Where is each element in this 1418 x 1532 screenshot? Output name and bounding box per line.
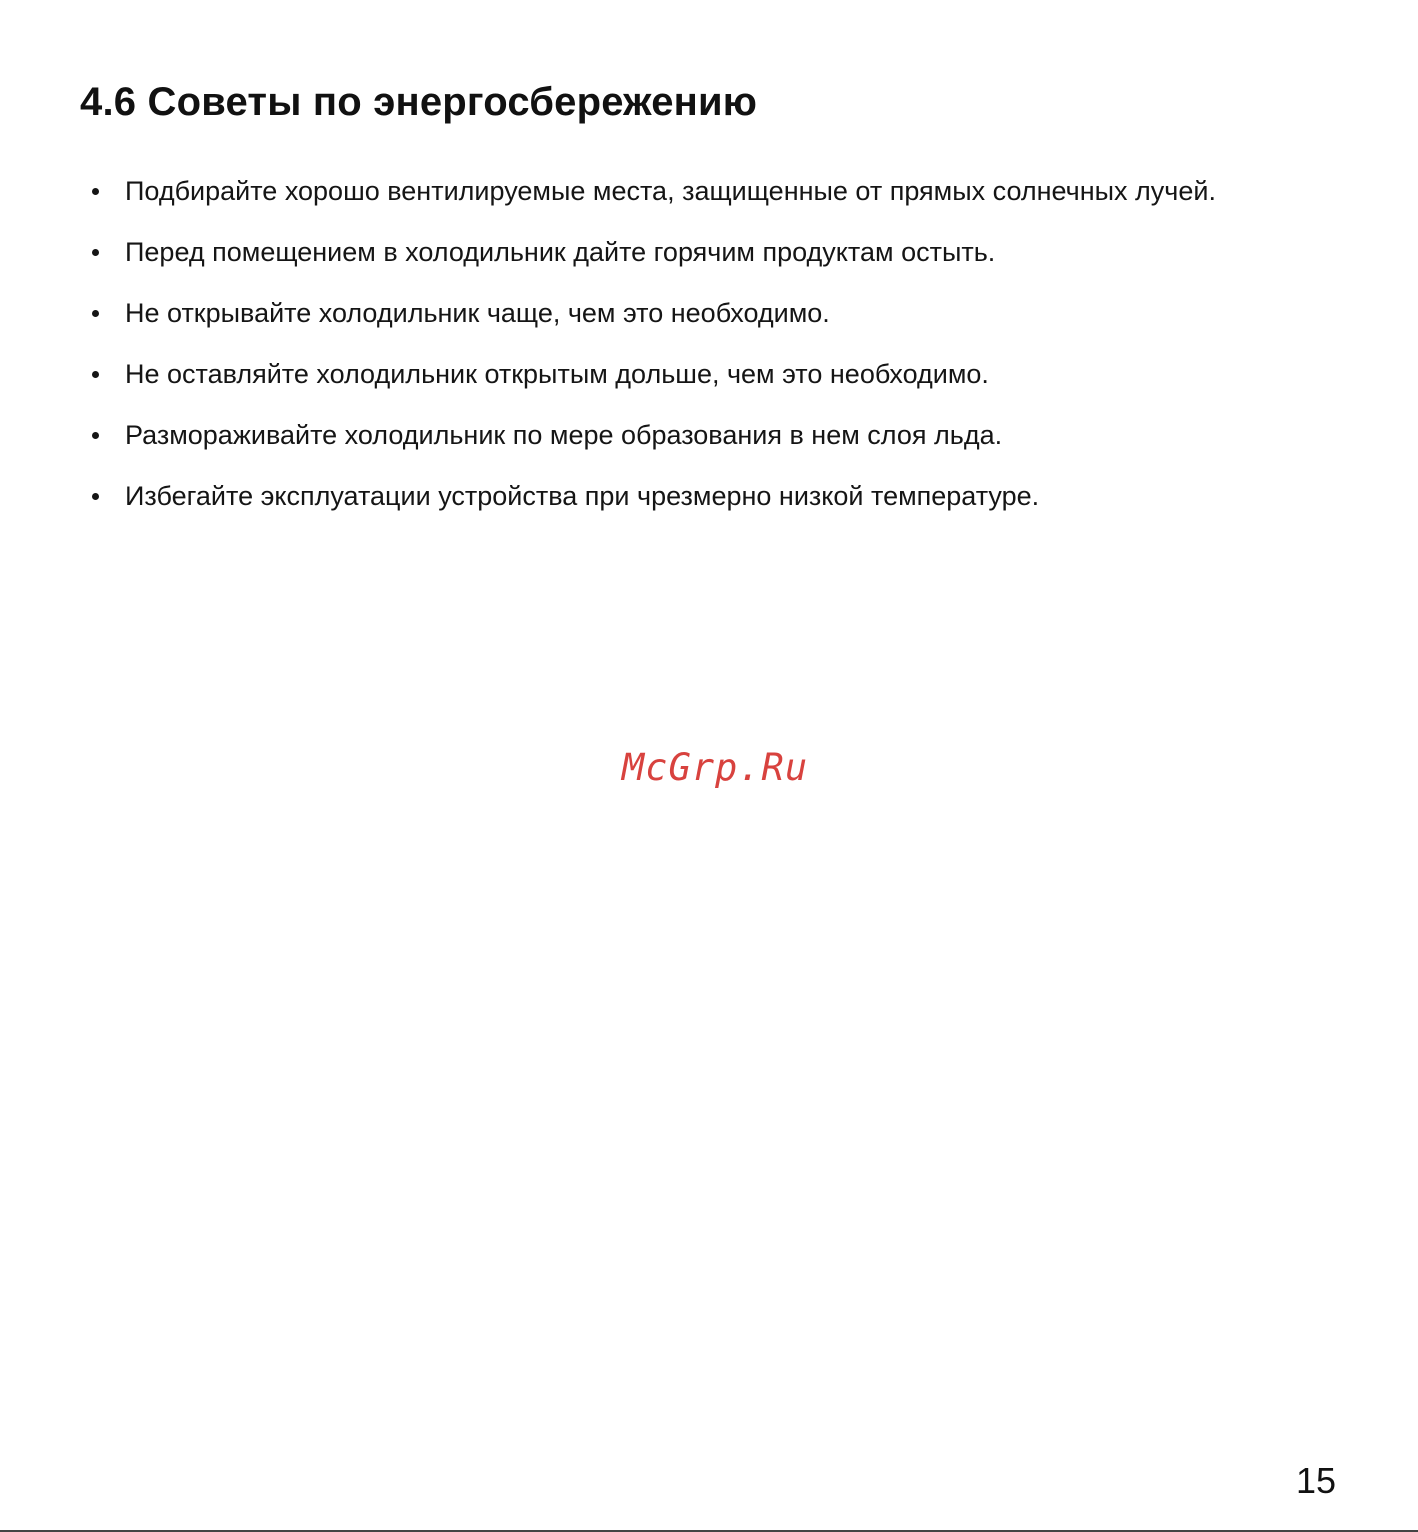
bullet-icon: [92, 249, 99, 256]
bullet-icon: [92, 371, 99, 378]
tip-text: Перед помещением в холодильник дайте горячим продуктам остыть.: [125, 237, 996, 267]
list-item: [80, 355, 1330, 393]
bullet-icon: [92, 310, 99, 317]
tip-text: Подбирайте хорошо вентилируемые места, защищенные от прямых солнечных лучей.: [125, 176, 1216, 206]
energy-saving-tips-list: [80, 172, 1330, 538]
list-item: [80, 233, 1330, 271]
tip-text: Избегайте эксплуатации устройства при чрезмерно низкой температуре.: [125, 481, 1040, 511]
tip-text: Не оставляйте холодильник открытым дольше, чем это необходимо.: [125, 359, 989, 389]
bullet-icon: [92, 493, 99, 500]
bullet-icon: [92, 432, 99, 439]
list-item: [80, 416, 1330, 454]
list-item: [80, 172, 1330, 210]
page-title: 4.6 Советы по энергосбережению: [80, 80, 758, 124]
tip-text: Не открывайте холодильник чаще, чем это необходимо.: [125, 298, 830, 328]
tip-text: Размораживайте холодильник по мере образования в нем слоя льда.: [125, 420, 1003, 450]
watermark: McGrp.Ru: [621, 746, 809, 789]
page-number: 15: [1295, 1460, 1336, 1501]
list-item: [80, 294, 1330, 332]
bullet-icon: [92, 188, 99, 195]
list-item: [80, 477, 1330, 515]
